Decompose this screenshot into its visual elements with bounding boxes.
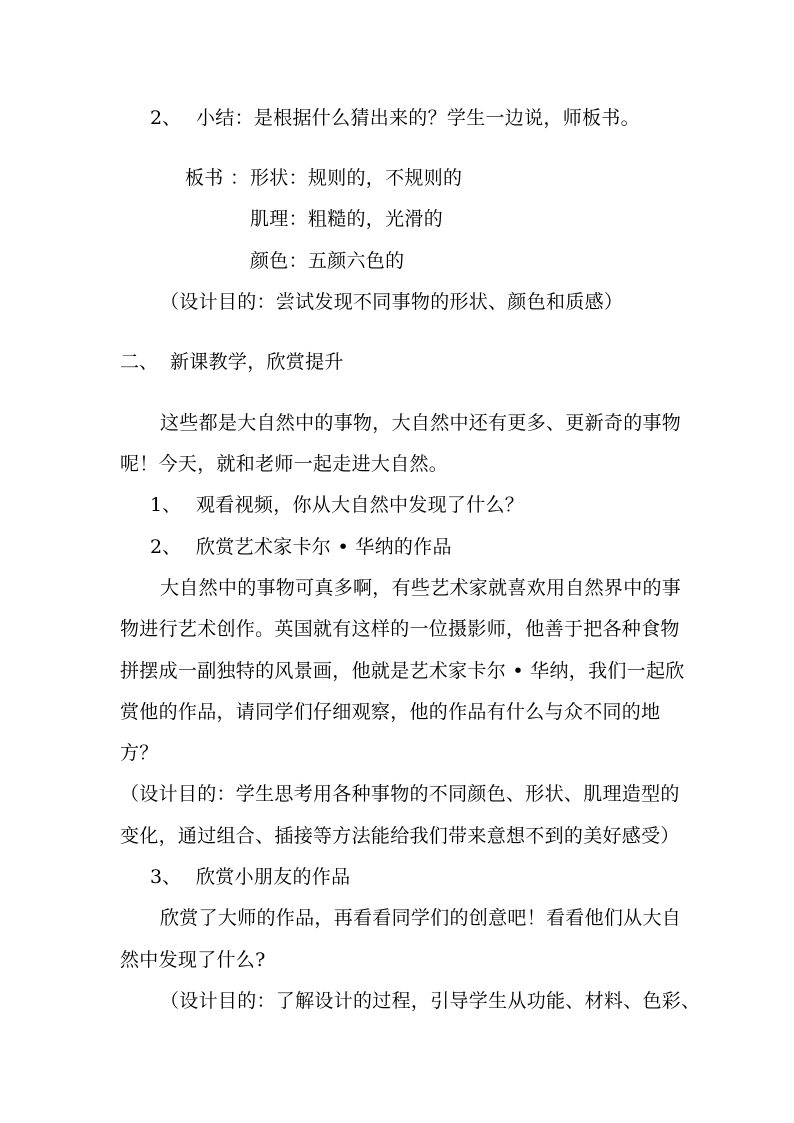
design-purpose-2-line-2: 变化，通过组合、插接等方法能给我们带来意想不到的美好感受） (120, 825, 680, 847)
para-3-line-2: 然中发现了什么? (120, 949, 266, 971)
design-purpose-2-line-1: （设计目的：学生思考用各种事物的不同颜色、形状、肌理造型的 (120, 783, 680, 805)
item-1-text: 观看视频，你从大自然中发现了什么？ (196, 494, 525, 516)
para-2-line-5: 方？ (120, 742, 159, 764)
board-label: 板书 ： (185, 167, 250, 189)
intro-line-2: 呢！今天，就和老师一起走进大自然。 (120, 453, 449, 475)
para-2-line-3: 拼摆成一副独特的风景画，他就是艺术家卡尔 • 华纳，我们一起欣 (120, 660, 685, 682)
item-2-number: 2、 (150, 536, 182, 558)
summary-text: 小结：是根据什么猜出来的？学生一边说，师板书。 (196, 107, 640, 129)
para-2-line-4: 赏他的作品，请同学们仔细观察，他的作品有什么与众不同的地 (120, 701, 661, 723)
summary-number: 2、 (150, 107, 182, 129)
item-2-text: 欣赏艺术家卡尔 • 华纳的作品 (196, 536, 452, 558)
design-purpose-1: （设计目的：尝试发现不同事物的形状、颜色和质感） (160, 291, 624, 313)
para-2-line-1: 大自然中的事物可真多啊，有些艺术家就喜欢用自然界中的事 (160, 577, 682, 599)
para-2-line-2: 物进行艺术创作。英国就有这样的一位摄影师，他善于把各种食物 (120, 618, 680, 640)
para-3-line-1: 欣赏了大师的作品，再看看同学们的创意吧！看看他们从大自 (160, 907, 682, 929)
board-texture: 肌理：粗糙的，光滑的 (250, 208, 444, 230)
item-3-text: 欣赏小朋友的作品 (196, 866, 351, 888)
item-1-number: 1、 (150, 494, 182, 516)
section-2-number: 二、 (120, 351, 159, 373)
board-shape: 形状：规则的，不规则的 (250, 167, 463, 189)
design-purpose-3: （设计目的：了解设计的过程，引导学生从功能、材料、色彩、 (160, 990, 701, 1012)
item-3-number: 3、 (150, 866, 182, 888)
section-2-title: 新课教学，欣赏提升 (170, 351, 344, 373)
intro-line-1: 这些都是大自然中的事物，大自然中还有更多、更新奇的事物 (160, 412, 682, 434)
board-color: 颜色：五颜六色的 (250, 250, 405, 272)
